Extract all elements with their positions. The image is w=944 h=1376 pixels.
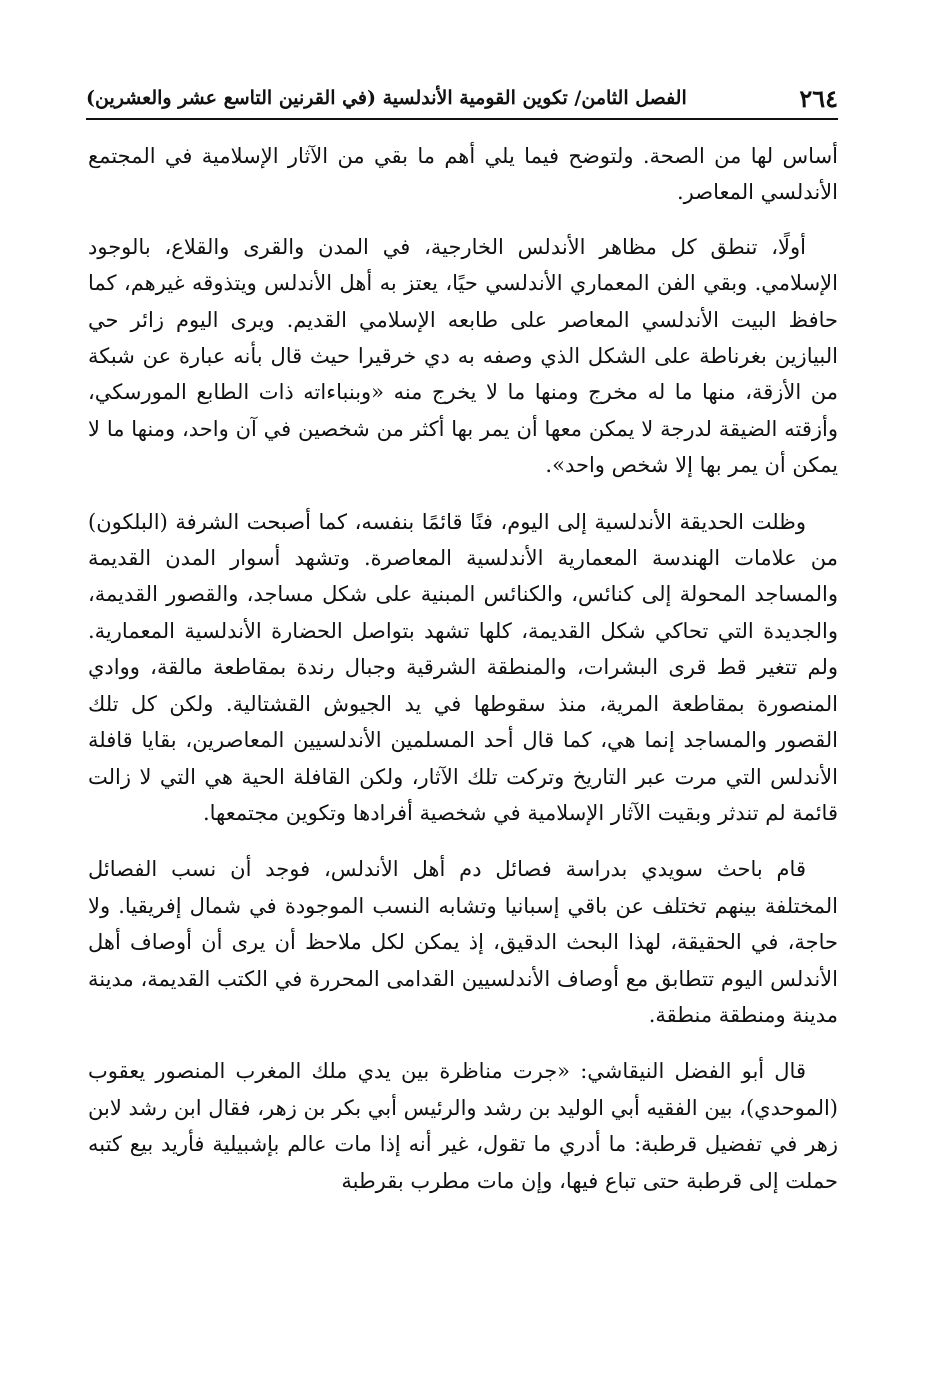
page-number: ٢٦٤ <box>799 83 838 113</box>
paragraph-blood-study: قام باحث سويدي بدراسة فصائل دم أهل الأندلس، فوجد أن نسب الفصائل المختلفة بينهم تختلف عن باقي إسبانيا وتشابه النسب الموجودة في شمال إفريقيا. ولا حاجة، في الحقيقة، لهذا البحث الدقيق، إذ يمكن لكل ملاحظ أن يرى أن أوصاف أهل الأندلس اليوم تتطابق مع أوصاف الأندلسيين القدامى المحررة في الكتب القديمة، مدينة مدينة ومنطقة منطقة. <box>88 857 838 1027</box>
paragraph-first-architecture: أولًا، تنطق كل مظاهر الأندلس الخارجية، في المدن والقرى والقلاع، بالوجود الإسلامي. وبقي الفن المعماري الأندلسي حيًا، يعتز به أهل الأندلس ويتذوقه غيرهم، كما حافظ البيت الأندلسي المعاصر على طابعه الإسلامي القديم. ويرى اليوم زائر حي البيازين بغرناطة على الشكل الذي وصفه به دي خرقيرا حيث قال بأنه عبارة عن شبكة من الأزقة، منها ما له مخرج ومنها ما لا يخرج منه «وبنباءاته ذات الطابع المورسكي، وأزقته الضيقة لدرجة لا يمكن معها أن يمر بها أكثر من شخصين في آن واحد، ومنها ما لا يمكن أن يمر بها إلا شخص واحد». <box>88 234 838 478</box>
page-header <box>86 78 838 120</box>
paragraph-garden-heritage: وظلت الحديقة الأندلسية إلى اليوم، فنًا قائمًا بنفسه، كما أصبحت الشرفة (البلكون) من علامات الهندسة المعمارية الأندلسية المعاصرة. وتشهد أسوار المدن القديمة والمساجد المحولة إلى كنائس، والكنائس المبنية على شكل مساجد، والقصور القديمة، والجديدة التي تحاكي شكل القديمة، كلها تشهد بتواصل الحضارة الأندلسية المعمارية. ولم تتغير قط قرى البشرات، والمنطقة الشرقية وجبال رندة بمقاطعة مالقة، ووادي المنصورة بمقاطعة المرية، منذ سقوطها في يد الجيوش القشتالية. ولكن كل تلك القصور والمساجد إنما هي، كما قال أحد المسلمين الأندلسيين المعاصرين، بقايا قافلة الأندلس التي مرت عبر التاريخ وتركت تلك الآثار، ولكن القافلة الحية هي التي لا زالت قائمة لم تندثر وبقيت الآثار الإسلامية في شخصية أفرادها وتكوين مجتمعها. <box>88 509 839 825</box>
paragraph-continuation: أساس لها من الصحة. ولتوضح فيما يلي أهم ما بقي من الآثار الإسلامية في المجتمع الأندلسي المعاصر. <box>88 144 838 205</box>
running-head: الفصل الثامن/ تكوين القومية الأندلسية (في القرنين التاسع عشر والعشرين) <box>86 87 687 109</box>
paragraph-quote-niqashi: قال أبو الفضل النيقاشي: «جرت مناظرة بين يدي ملك المغرب المنصور يعقوب (الموحدي)، بين الفقيه أبي الوليد بن رشد والرئيس أبي بكر بن زهر، فقال ابن رشد لابن زهر في تفضيل قرطبة: ما أدري ما تقول، غير أنه إذا مات عالم بإشبيلية فأريد بيع كتبه حملت إلى قرطبة حتى تباع فيها، وإن مات مطرب بقرطبة <box>88 1059 838 1193</box>
page-body <box>88 138 838 1219</box>
